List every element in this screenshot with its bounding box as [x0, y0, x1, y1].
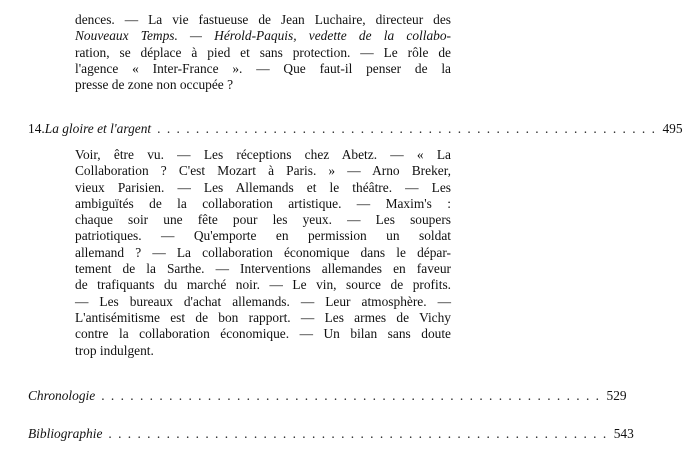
chapter-summary: [75, 147, 451, 359]
text-line: — Les bureaux d'achat allemands. — Leur atmosphère. —: [75, 293, 451, 309]
section-title: Bibliographie: [28, 426, 103, 441]
text-line: L'antisémitisme est de bon rapport. — Les armes de Vichy: [75, 309, 451, 325]
dot-leader: . . . . . . . . . . . . . . . . . . . . . . . . . . . . . . . . . . . . . . . . . . . . . . . . . . . .: [108, 426, 608, 441]
section-title: Chronologie: [28, 388, 96, 403]
text-line: tement de la Sarthe. — Interventions allemandes en faveur: [75, 261, 451, 277]
text-line: contre la collaboration économique. — Un bilan sans doute: [75, 326, 451, 342]
text-line: allemand ? — La collaboration économique dans le dépar-: [75, 244, 451, 260]
dot-leader: . . . . . . . . . . . . . . . . . . . . . . . . . . . . . . . . . . . . . . . . . . . . . . . . . . . .: [157, 121, 657, 136]
page-number: 543: [613, 426, 634, 441]
text-line: ambiguïtés de la collaboration artistique. — Maxim's :: [75, 195, 451, 211]
text-line: ration, se déplace à pied et sans protection. — Le rôle de: [75, 44, 451, 60]
chapter-title: La gloire et l'argent: [44, 121, 152, 136]
toc-entry-14: [28, 121, 683, 139]
text-line: [75, 28, 451, 44]
text-line: dences. — La vie fastueuse de Jean Luchaire, directeur des: [75, 12, 451, 27]
text-line: vieux Parisien. — Les Allemands et le théâtre. — Les: [75, 179, 451, 195]
page-number: 529: [606, 388, 627, 403]
chapter-number: 14.: [28, 121, 45, 136]
text-line: trop indulgent.: [75, 342, 154, 358]
text-line: l'agence « Inter-France ». — Que faut-il penser de la: [75, 60, 451, 76]
text-line: Collaboration ? C'est Mozart à Paris. » — Arno Breker,: [75, 163, 451, 179]
journal-title: Nouveaux Temps. — Hérold-Paquis, vedette de la collabo-: [75, 28, 451, 44]
dot-leader: . . . . . . . . . . . . . . . . . . . . . . . . . . . . . . . . . . . . . . . . . . . . . . . . . . . .: [101, 388, 601, 403]
text-line: de trafiquants du marché noir. — Le vin, source de profits.: [75, 277, 451, 293]
text-line: chaque soir une fête pour les yeux. — Les soupers: [75, 212, 451, 228]
text-line: patriotiques. — Qu'emporte en permission un soldat: [75, 228, 451, 244]
paragraph-continuation: [75, 12, 451, 93]
toc-entry-chronologie: [28, 388, 627, 406]
page-number: 495: [662, 121, 683, 136]
text-line: Voir, être vu. — Les réceptions chez Abetz. — « La: [75, 147, 451, 162]
text-line: presse de zone non occupée ?: [75, 77, 234, 93]
toc-entry-bibliographie: [28, 426, 634, 444]
